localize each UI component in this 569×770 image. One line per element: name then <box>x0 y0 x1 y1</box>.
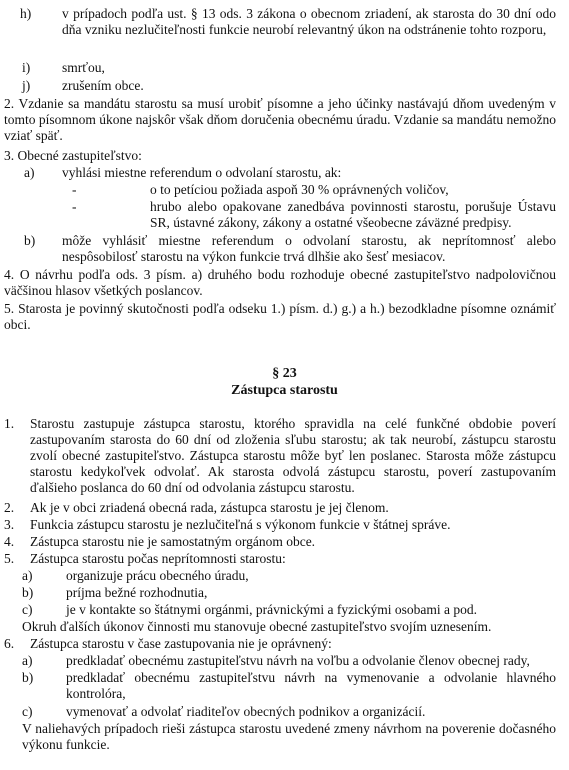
item-label: 3. <box>4 517 15 532</box>
list-item-3b <box>4 233 556 265</box>
list-item-h <box>4 6 556 38</box>
item-text: Funkcia zástupcu starostu je nezlučiteľná s výkonom funkcie v štátnej správe. <box>30 517 451 532</box>
item-label: 1. <box>4 416 15 431</box>
item-text: v prípadoch podľa ust. § 13 ods. 3 zákona o obecnom zriadení, ak starosta do 30 dní odo dňa vzniku nezlučiteľnosti funkcie neurobí relevantný úkon na odstránenie tohto rozporu, <box>62 6 556 37</box>
list-item-1 <box>4 416 556 496</box>
item-label: a) <box>22 653 33 668</box>
item-label: h) <box>20 6 32 21</box>
list-item-4 <box>4 534 556 550</box>
list-item-6c <box>4 704 556 720</box>
item-text: predkladať obecnému zastupiteľstvu návrh na vymenovanie a odvolanie hlavného kontrolóra, <box>66 670 556 701</box>
item-text: Zástupca starostu počas neprítomnosti starostu: <box>30 551 286 566</box>
item-label: b) <box>22 585 34 600</box>
item-text: je v kontakte so štátnymi orgánmi, právnickými a fyzickými osobami a pod. <box>66 602 478 617</box>
paragraph-5: 5. Starosta je povinný skutočnosti podľa odseku 1.) písm. d.) g.) a h.) bezodkladne písomne oznámiť obci. <box>4 301 556 332</box>
item-text: predkladať obecnému zastupiteľstvu návrh na voľbu a odvolanie členov obecnej rady, <box>66 653 530 668</box>
list-item-5a <box>4 568 556 584</box>
list-item-5 <box>4 551 556 567</box>
paragraph-3: 3. Obecné zastupiteľstvo: <box>4 148 142 163</box>
item-label: - <box>72 182 77 197</box>
item-label: c) <box>22 704 33 719</box>
list-item-5b <box>4 585 556 601</box>
item-text: organizuje prácu obecného úradu, <box>66 568 249 583</box>
list-item-5c <box>4 602 556 618</box>
paragraph-2: 2. Vzdanie sa mandátu starostu sa musí urobiť písomne a jeho účinky nastávajú dňom uvedeným v tomto písomnom úkone najskôr však dňom doručenia obecnému úradu. Vzdanie sa mandátu nemožno vziať späť. <box>4 96 556 143</box>
item-text: o to petíciou požiada aspoň 30 % oprávnených voličov, <box>150 182 449 197</box>
item-text: Zástupca starostu nie je samostatným orgánom obce. <box>30 534 316 549</box>
item-label: i) <box>22 60 31 75</box>
item-label: c) <box>22 602 33 617</box>
item-text: môže vyhlásiť miestne referendum o odvolaní starostu, ak neprítomnosť alebo nespôsobilosť starostu na výkon funkcie trvá dlhšie ako šesť mesiacov. <box>62 233 556 264</box>
list-item-dash-2 <box>4 199 556 231</box>
list-item-3a <box>4 165 556 181</box>
list-item-6a <box>4 653 556 669</box>
item-label: j) <box>22 78 31 93</box>
list-item-6b <box>4 670 556 702</box>
paragraph-4: 4. O návrhu podľa ods. 3 písm. a) druhého bodu rozhoduje obecné zastupiteľstvo nadpolovičnou väčšinou hlasov všetkých poslancov. <box>4 267 556 298</box>
paragraph-6-tail: V naliehavých prípadoch rieši zástupca starostu uvedené zmeny návrhom na poverenie dočasného výkonu funkcie. <box>22 721 556 752</box>
section-number: § 23 <box>272 366 297 381</box>
item-label: - <box>72 199 77 214</box>
item-text: Zástupca starostu v čase zastupovania nie je oprávnený: <box>30 636 332 651</box>
list-item-2 <box>4 500 556 516</box>
item-text: Starostu zastupuje zástupca starostu, ktorého spravidla na celé funkčné obdobie poverí zastupovaním starosta do 60 dní od zloženia sľubu starostu; ak tak neurobí, zástupcu starostu zvolí obecné zastupiteľstvo. Zástupca starostu môže byť len poslanec. Starosta môže zástupcu starostu kedykoľvek odvolať. Ak starosta odvolá zástupcu starostu, poverí zastupovaním ďalšieho poslanca do 60 dní od odvolania zástupcu starostu. <box>30 416 556 495</box>
item-text: príjma bežné rozhodnutia, <box>66 585 208 600</box>
item-label: 4. <box>4 534 15 549</box>
item-text: zrušením obce. <box>62 78 144 93</box>
item-label: 2. <box>4 500 15 515</box>
item-label: a) <box>22 568 33 583</box>
item-text: vymenovať a odvolať riaditeľov obecných podnikov a organizácií. <box>66 704 426 719</box>
item-text: vyhlási miestne referendum o odvolaní starostu, ak: <box>62 165 342 180</box>
item-label: b) <box>22 670 34 685</box>
item-text: smrťou, <box>62 60 105 75</box>
item-label: 6. <box>4 636 15 651</box>
item-label: b) <box>24 233 36 248</box>
item-label: a) <box>24 165 35 180</box>
list-item-i <box>4 60 556 76</box>
list-item-6 <box>4 636 556 652</box>
item-text: Ak je v obci zriadená obecná rada, zástupca starostu je jej členom. <box>30 500 389 515</box>
item-text: hrubo alebo opakovane zanedbáva povinnosti starostu, porušuje Ústavu SR, ústavné zákony, zákony a ostatné všeobecne záväzné predpisy. <box>150 199 556 230</box>
list-item-j <box>4 78 556 94</box>
list-item-3 <box>4 517 556 533</box>
paragraph-5-tail: Okruh ďalších úkonov činnosti mu stanovuje obecné zastupiteľstvo svojím uznesením. <box>22 619 492 634</box>
list-item-dash-1 <box>4 182 556 198</box>
item-label: 5. <box>4 551 15 566</box>
section-title: Zástupca starostu <box>231 383 338 398</box>
